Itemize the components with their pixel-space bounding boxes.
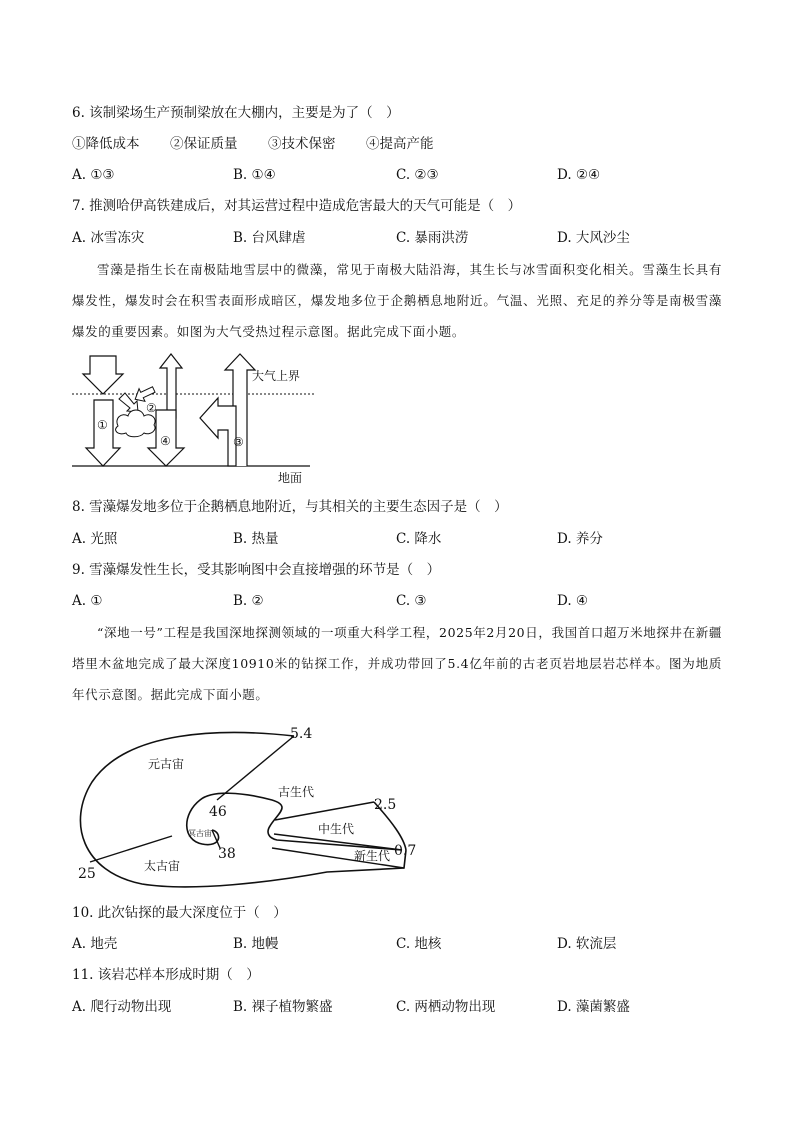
- era-label-cenozoic: 新生代: [354, 849, 391, 863]
- q10-stem: 10. 此次钻探的最大深度位于（ ）: [72, 905, 287, 921]
- q7-option-b[interactable]: B. 台风肆虐: [233, 230, 306, 246]
- q7-option-a[interactable]: A. 冰雪冻灾: [72, 230, 145, 246]
- q6-option-a[interactable]: A. ①③: [72, 167, 115, 183]
- time-mark-2-5: 2.5: [374, 797, 397, 813]
- q11-option-a[interactable]: A. 爬行动物出现: [72, 999, 172, 1015]
- q11-option-b[interactable]: B. 裸子植物繁盛: [233, 999, 333, 1015]
- ground-label: 地面: [278, 471, 303, 485]
- era-label-paleozoic: 古生代: [278, 785, 315, 799]
- passage-snow-algae: 雪藻是指生长在南极陆地雪层中的微藻，常见于南极大陆沿海，其生长与冰雪面积变化相关。雪藻生长具有爆发性，爆发时会在积雪表面形成暗区，爆发地多位于企鹅栖息地附近。气温、光照、充足的养分等是南极雪藻爆发的重要因素。如图为大气受热过程示意图。据此完成下面小题。: [72, 262, 722, 339]
- era-label-mesozoic: 中生代: [318, 822, 355, 836]
- time-mark-25: 25: [78, 866, 96, 882]
- q7-option-d[interactable]: D. 大风沙尘: [557, 230, 630, 246]
- q7-stem: 7. 推测哈伊高铁建成后，对其运营过程中造成危害最大的天气可能是（ ）: [72, 198, 522, 214]
- q9-option-b[interactable]: B. ②: [233, 593, 264, 609]
- q10-option-b[interactable]: B. 地幔: [233, 936, 279, 952]
- era-label-proterozoic: 元古宙: [148, 757, 185, 771]
- q8-option-c[interactable]: C. 降水: [396, 531, 442, 547]
- q8-stem: 8. 雪藻爆发地多位于企鹅栖息地附近，与其相关的主要生态因子是（ ）: [72, 499, 508, 515]
- q9-option-a[interactable]: A. ①: [72, 593, 103, 609]
- time-mark-0-7: 0.7: [394, 843, 417, 859]
- time-mark-5-4: 5.4: [290, 726, 313, 742]
- q6-item-2: ②保证质量: [170, 136, 238, 152]
- mark-4: ④: [160, 434, 171, 448]
- q11-option-c[interactable]: C. 两栖动物出现: [396, 999, 496, 1015]
- q9-option-d[interactable]: D. ④: [557, 593, 589, 609]
- q10-option-a[interactable]: A. 地壳: [72, 936, 118, 952]
- passage-deep-drilling: “深地一号”工程是我国深地探测领域的一项重大科学工程，2025年2月20日，我国首口超万米地探井在新疆塔里木盆地完成了最大深度10910米的钻探工作，并成功带回了5.4亿年前的古老页岩地层岩芯样本。图为地质年代示意图。据此完成下面小题。: [72, 625, 722, 702]
- q8-option-b[interactable]: B. 热量: [233, 531, 279, 547]
- arrow-1: [86, 400, 120, 466]
- mark-1: ①: [97, 418, 108, 432]
- q6-option-d[interactable]: D. ②④: [557, 167, 601, 183]
- q10-option-c[interactable]: C. 地核: [396, 936, 442, 952]
- incoming-radiation-arrow: [83, 356, 123, 394]
- era-label-archean: 太古宙: [144, 859, 181, 873]
- mark-3: ③: [233, 435, 244, 449]
- q10-option-d[interactable]: D. 软流层: [557, 936, 617, 952]
- q11-option-d[interactable]: D. 藻菌繁盛: [557, 999, 630, 1015]
- q6-item-3: ③技术保密: [268, 136, 336, 152]
- counter-radiation-arrow: [200, 398, 236, 466]
- q8-option-d[interactable]: D. 养分: [557, 531, 603, 547]
- geologic-time-diagram: [72, 722, 422, 892]
- q7-option-c[interactable]: C. 暴雨洪涝: [396, 230, 469, 246]
- time-mark-46: 46: [209, 804, 227, 820]
- reflected-arrow-small: [119, 393, 138, 412]
- mark-2: ②: [146, 401, 157, 415]
- q6-option-c[interactable]: C. ②③: [396, 167, 439, 183]
- upper-boundary-label: 大气上界: [252, 369, 301, 383]
- q6-option-b[interactable]: B. ①④: [233, 167, 276, 183]
- q9-stem: 9. 雪藻爆发性生长，受其影响图中会直接增强的环节是（ ）: [72, 562, 441, 578]
- arrow-2: [160, 354, 182, 418]
- q6-stem: 6. 该制梁场生产预制梁放在大棚内，主要是为了（ ）: [72, 105, 400, 121]
- era-label-hadean: 冥古宙: [188, 829, 212, 838]
- q6-item-4: ④提高产能: [366, 136, 434, 152]
- atmosphere-heating-diagram: [70, 348, 320, 486]
- time-mark-38: 38: [218, 846, 236, 862]
- q9-option-c[interactable]: C. ③: [396, 593, 427, 609]
- q8-option-a[interactable]: A. 光照: [72, 531, 118, 547]
- q11-stem: 11. 该岩芯样本形成时期（ ）: [72, 967, 260, 983]
- q6-item-1: ①降低成本: [72, 136, 140, 152]
